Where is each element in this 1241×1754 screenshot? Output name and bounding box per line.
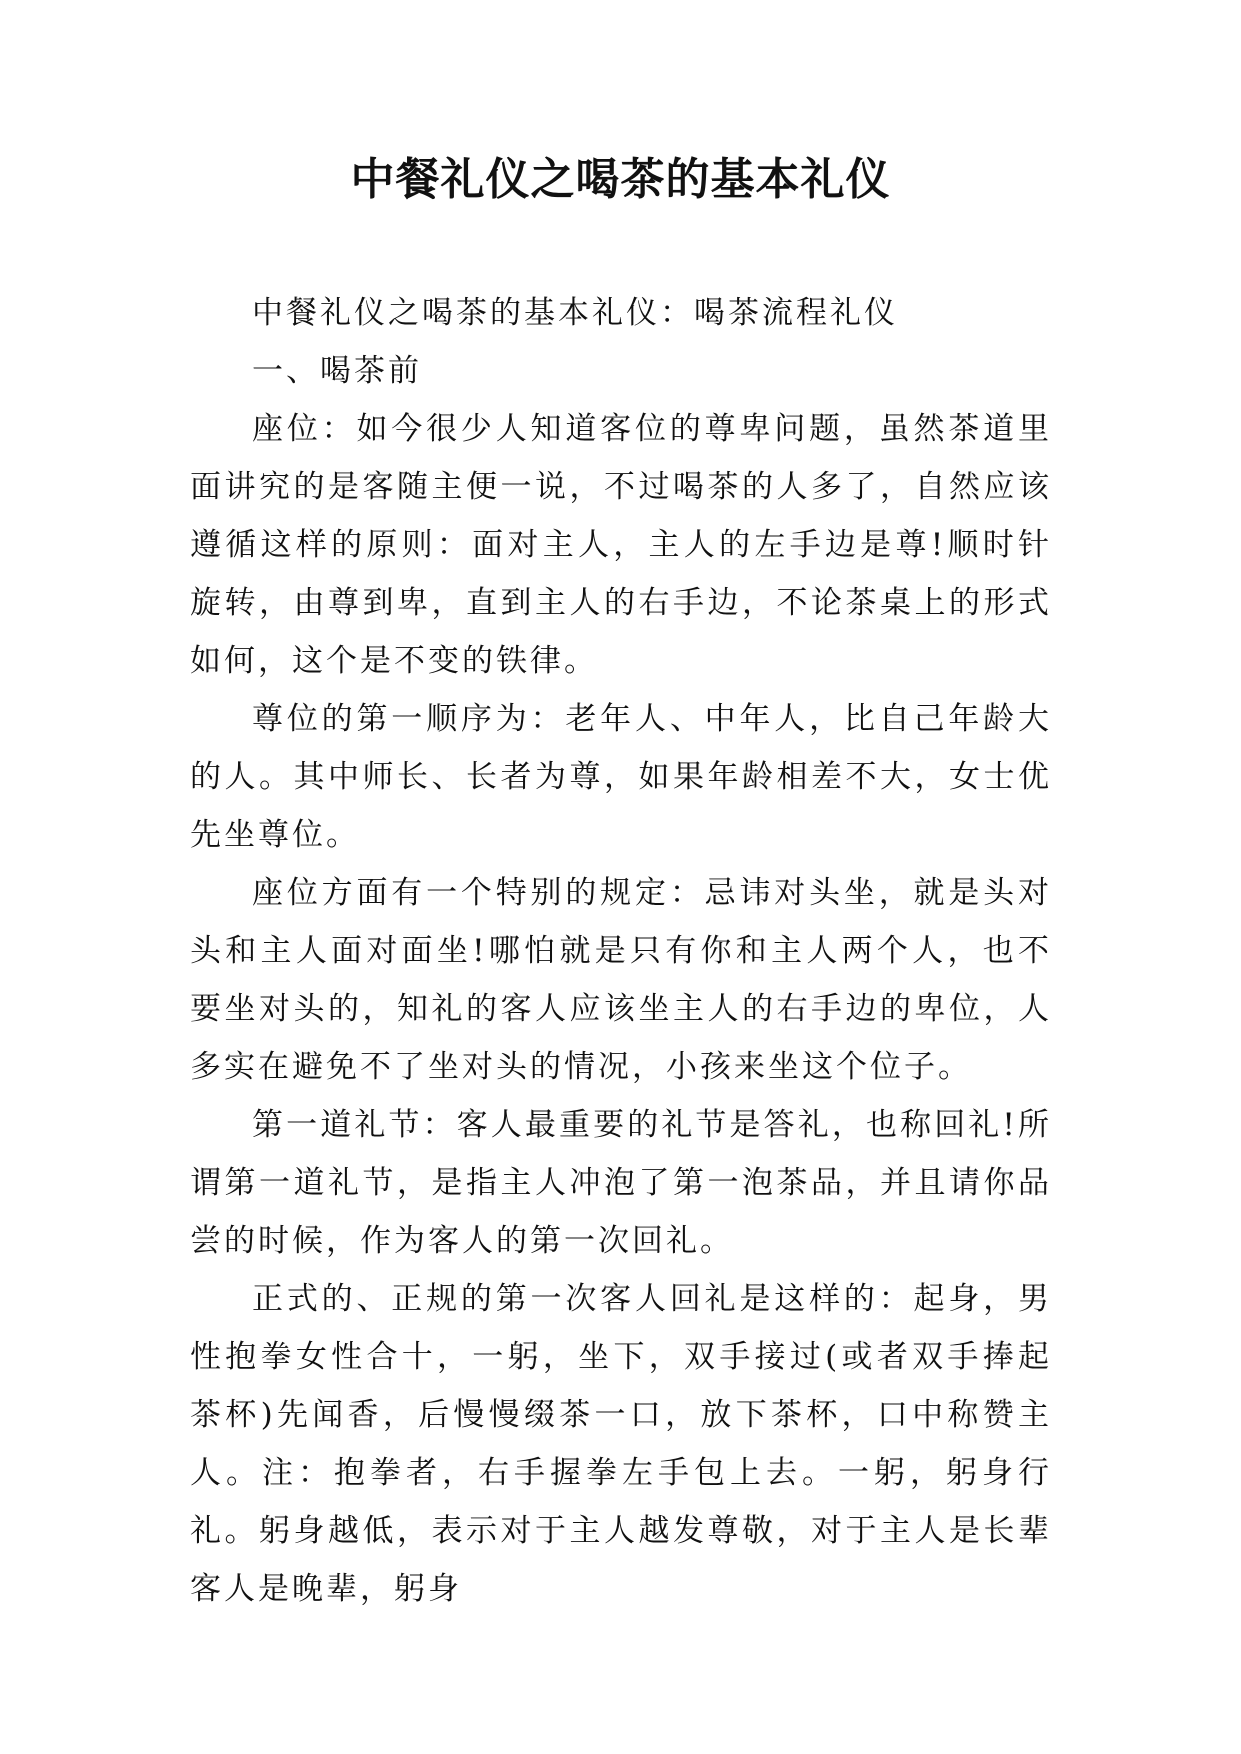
paragraph-subtitle: 中餐礼仪之喝茶的基本礼仪：喝茶流程礼仪 <box>252 295 898 331</box>
paragraph-seat-taboo: 座位方面有一个特别的规定：忌讳对头坐，就是头对头和主人面对面坐!哪怕就是只有你和主人两个人，也不要坐对头的，知礼的客人应该坐主人的右手边的卑位，人多实在避免不了坐对头的情况，小孩来坐这个位子。 <box>190 875 1052 1085</box>
paragraph-seating: 座位：如今很少人知道客位的尊卑问题，虽然茶道里面讲究的是客随主便一说，不过喝茶的人多了，自然应该遵循这样的原则：面对主人，主人的左手边是尊!顺时针旋转，由尊到卑，直到主人的右手边，不论茶桌上的形式如何，这个是不变的铁律。 <box>190 411 1052 679</box>
document-title: 中餐礼仪之喝茶的基本礼仪 <box>350 154 891 205</box>
paragraph-first-courtesy: 第一道礼节：客人最重要的礼节是答礼，也称回礼!所谓第一道礼节，是指主人冲泡了第一泡茶品，并且请你品尝的时候，作为客人的第一次回礼。 <box>190 1107 1052 1259</box>
paragraph-seat-order: 尊位的第一顺序为：老年人、中年人，比自己年龄大的人。其中师长、长者为尊，如果年龄相差不大，女士优先坐尊位。 <box>190 701 1052 853</box>
paragraph-section-heading: 一、喝茶前 <box>252 353 422 389</box>
paragraph-formal-return: 正式的、正规的第一次客人回礼是这样的：起身，男性抱拳女性合十，一躬，坐下，双手接过(或者双手捧起茶杯)先闻香，后慢慢缀茶一口，放下茶杯，口中称赞主人。注：抱拳者，右手握拳左手包上去。一躬，躬身行礼。躬身越低，表示对于主人越发尊敬，对于主人是长辈客人是晚辈，躬身 <box>190 1281 1052 1607</box>
document-body <box>190 284 1052 1618</box>
